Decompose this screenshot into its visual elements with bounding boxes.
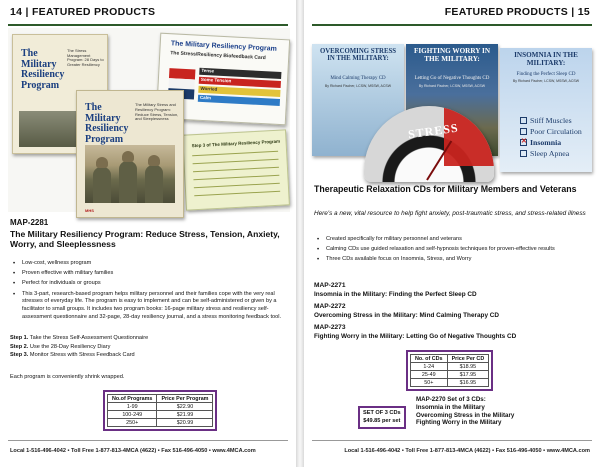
item-title: Fighting Worry in the Military: Letting Go of Negative Thoughts CD (314, 333, 517, 340)
program-steps (10, 334, 288, 360)
journal-line (194, 183, 280, 188)
soldier-figure (145, 165, 163, 203)
table-cell: $16.95 (447, 379, 489, 387)
right-section-title: FEATURED PRODUCTS (444, 6, 569, 18)
left-footer-rule (8, 440, 288, 441)
journal-line (192, 151, 278, 156)
checkbox-icon (520, 150, 527, 157)
right-page (304, 0, 600, 467)
item-sku: MAP-2272 (314, 303, 346, 310)
table-cell: 1-24 (411, 363, 448, 371)
step-row (10, 334, 288, 343)
symptom-checklist (520, 116, 582, 160)
checklist-label: Poor Circulation (530, 127, 582, 136)
soldier-figure (93, 167, 111, 203)
cd-author: By Richard Fischer, LCSW, MSSW, ACSW (418, 84, 486, 88)
column-header: Price Per Program (157, 395, 213, 403)
journal-line (193, 167, 279, 172)
shrink-wrap-note: Each program is conveniently shrink wrapped. (10, 374, 125, 380)
table-header-row (411, 355, 489, 363)
table-row (108, 419, 213, 427)
set-price-box (358, 406, 406, 429)
cd-title: INSOMNIA IN THE MILITARY: (514, 51, 578, 67)
bullet-item: • Low-cost, wellness program (10, 260, 288, 268)
checkbox-icon (520, 128, 527, 135)
checklist-item (520, 116, 582, 127)
publisher-logo: MHS (85, 208, 94, 213)
left-page (0, 0, 296, 467)
left-page-header (10, 6, 155, 22)
item-title: Insomnia in the Military: Finding the Perfect Sleep CD (314, 291, 477, 298)
journal-line (193, 159, 279, 164)
table-cell: 1-99 (108, 403, 157, 411)
cd-subtitle: Letting Go of Negative Thoughts CD (414, 76, 490, 81)
cover-c-title: The Military Resiliency Program (170, 40, 278, 53)
step-label: Step 3. (10, 352, 29, 359)
item-sku: MAP-2273 (314, 324, 346, 331)
cover-a-title: The Military Resiliency Program (21, 48, 65, 91)
step-text: Take the Stress Self-Assessment Questionnaire (29, 335, 149, 341)
cd-price-table (410, 354, 489, 387)
scale-row: Calm (198, 95, 280, 106)
right-header-rule (312, 24, 592, 26)
step-label: Step 2. (10, 343, 29, 350)
step-label: Step 1. (10, 335, 29, 341)
page-gutter (296, 0, 304, 467)
product-sku: MAP-2281 (10, 218, 49, 227)
journal-line (194, 191, 280, 196)
relaxation-cds-product-image (312, 28, 592, 180)
left-footer-contact: Local 1-516-496-4042 • Toll Free 1-877-813-4MCA (4622) • Fax 516-496-4050 • www.4MCA.com (10, 448, 256, 454)
right-page-number: 15 (577, 6, 590, 18)
left-header-rule (8, 24, 288, 26)
cover-c-subtitle: The Stress/Resiliency Biofeedback Card (170, 50, 266, 62)
journal-page-text: Step 3 of The Military Resiliency Program (191, 138, 281, 149)
table-row (411, 371, 489, 379)
right-footer-contact: Local 1-516-496-4042 • Toll Free 1-877-813-4MCA (4622) • Fax 516-496-4050 • www.4MCA.com (344, 448, 590, 454)
soldiers-photo (85, 145, 175, 203)
table-header-row (108, 395, 213, 403)
checklist-label: Stiff Muscles (530, 116, 572, 125)
table-cell: $21.99 (157, 411, 213, 419)
left-page-number: 14 (10, 6, 23, 18)
bullet-item: • Created specifically for military personnel and veterans (314, 236, 592, 244)
cover-b-subtitle: The Military Stress and Resiliency Program: Reduce Stress, Tension, and Sleeplessness (135, 102, 179, 122)
step-row (10, 351, 288, 360)
table-row (411, 379, 489, 387)
step-row (10, 343, 288, 352)
biofeedback-scale (198, 68, 282, 108)
scale-row: Some Tension (199, 77, 281, 88)
table-cell: $22.90 (157, 403, 213, 411)
table-cell: 100-249 (108, 411, 157, 419)
checklist-item (520, 138, 582, 149)
resiliency-journal-page (182, 129, 290, 210)
table-cell: $20.99 (157, 419, 213, 427)
soldier-figure (119, 161, 137, 203)
product-title: The Military Resiliency Program: Reduce Stress, Tension, Anxiety, Worry, and Sleeplessness (10, 229, 280, 250)
program-price-table (107, 394, 213, 427)
table-row (108, 403, 213, 411)
checked-box-icon (520, 139, 527, 146)
cover-b-title: The Military Resiliency Program (85, 102, 129, 145)
set-desc-line: Fighting Worry in the Military (416, 419, 502, 427)
cd-bullets (314, 236, 592, 267)
right-footer-rule (312, 440, 592, 441)
table-row (108, 411, 213, 419)
right-page-header (445, 6, 590, 22)
set-description (416, 396, 514, 427)
resiliency-program-product-image (8, 28, 290, 212)
item-sku: MAP-2271 (314, 282, 346, 289)
item-title: Overcoming Stress in the Military: Mind Calming Therapy CD (314, 312, 500, 319)
checkbox-icon (520, 117, 527, 124)
program-price-table-box (103, 390, 217, 431)
scale-row: Worried (198, 86, 280, 97)
header-separator: | (25, 6, 32, 18)
cd-subtitle: Mind Calming Therapy CD (330, 76, 386, 81)
table-row (411, 363, 489, 371)
checklist-item (520, 149, 582, 160)
table-cell: 250+ (108, 419, 157, 427)
cd-title: OVERCOMING STRESS IN THE MILITARY: (319, 48, 397, 63)
bullet-item: • Perfect for individuals or groups (10, 280, 288, 288)
header-separator: | (571, 6, 578, 18)
column-header: Price Per CD (447, 355, 489, 363)
bullet-item: • Proven effective with military families (10, 270, 288, 278)
cd-title: FIGHTING WORRY IN THE MILITARY: (413, 47, 491, 63)
section-title: Therapeutic Relaxation CDs for Military Members and Veterans (314, 184, 577, 194)
bullet-item: • This 3-part, research-based program helps military personnel and their families cope with the very real stresses of everyday life. The program is easy to implement and can be self-administered or given by a facilitator to small groups. It includes two program books: 16-page military stress and resiliency self-assessment questionnaire and 32-page, 28-day resiliency journal, and a stress monitoring feedback tool. (10, 291, 288, 322)
checklist-item (520, 127, 582, 138)
bullet-item: • Calming CDs use guided relaxation and self-hypnosis techniques for proven-effective results (314, 246, 592, 254)
cover-a-subtitle: The Stress Management Program: 28 Days to Greater Resiliency (67, 48, 104, 67)
column-header: No.of Programs (108, 395, 157, 403)
table-cell: 50+ (411, 379, 448, 387)
set-box-line: SET OF 3 CDs (363, 410, 401, 416)
checklist-label: Sleep Apnea (530, 149, 570, 158)
set-desc-line: Overcoming Stress in the Military (416, 411, 515, 419)
checklist-label: Insomnia (530, 138, 562, 147)
table-cell: $18.95 (447, 363, 489, 371)
product-bullets (10, 260, 288, 324)
journal-line (193, 175, 279, 180)
set-box-price: $49.85 per set (363, 417, 401, 424)
gauge-label: STRESS (407, 120, 460, 142)
cd-author: By Richard Fischer, LCSW, MSSW, ACSW (512, 79, 580, 83)
set-desc-line: Insomnia in the Military (416, 403, 485, 411)
column-header: No. of CDs (411, 355, 448, 363)
cd-author: By Richard Fischer, LCSW, MSSW, ACSW (324, 84, 392, 88)
cd-price-table-box (406, 350, 493, 391)
cd-subtitle: Finding the Perfect Sleep CD (516, 72, 576, 77)
section-intro: Here's a new, vital resource to help fight anxiety, post-traumatic stress, and stress-related illness (314, 210, 586, 217)
left-section-title: FEATURED PRODUCTS (31, 6, 156, 18)
table-cell: 25-49 (411, 371, 448, 379)
table-cell: $17.95 (447, 371, 489, 379)
step-text: Use the 28-Day Resiliency Diary (29, 343, 111, 350)
stress-resiliency-book-cover (76, 90, 184, 218)
set-desc-line: MAP-2270 Set of 3 CDs: (416, 396, 486, 403)
insomnia-cd-cover (500, 48, 592, 172)
scale-row: Tense (199, 68, 281, 79)
step-text: Monitor Stress with Stress Feedback Card (29, 352, 135, 359)
bullet-item: • Three CDs available focus on Insomnia, Stress, and Worry (314, 256, 592, 264)
